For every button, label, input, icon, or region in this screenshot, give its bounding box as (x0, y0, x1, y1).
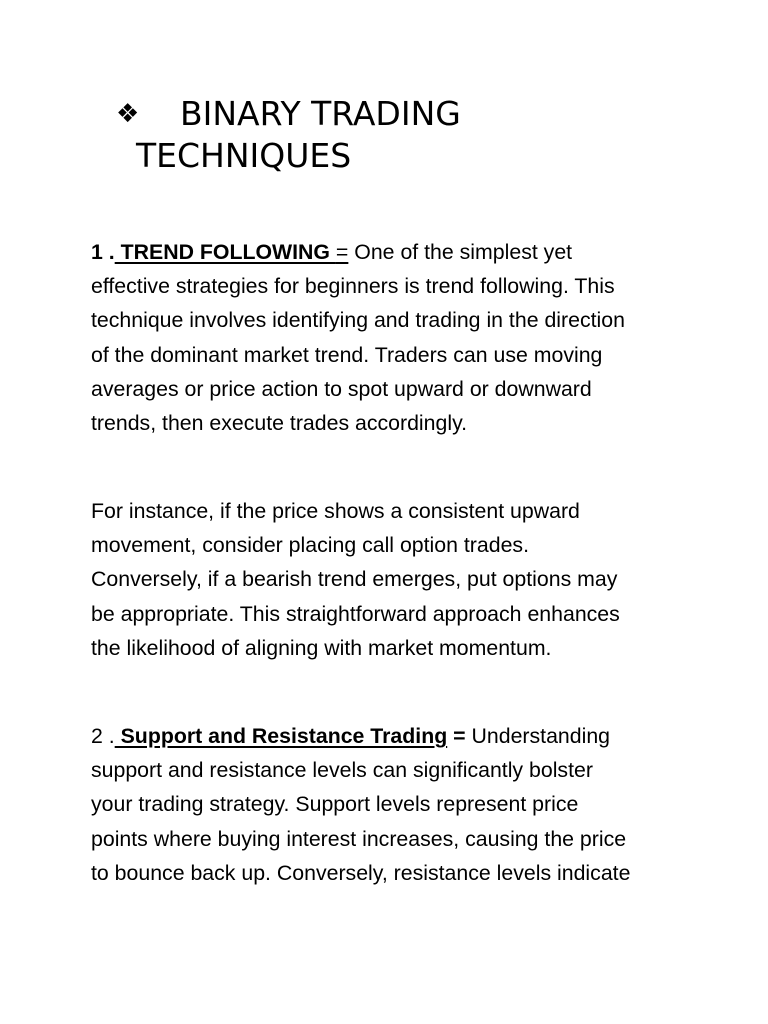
paragraph-line: movement, consider placing call option trades. (91, 533, 530, 558)
paragraph-line: technique involves identifying and trading in the direction (91, 308, 625, 333)
paragraph-line: points where buying interest increases, causing the price (91, 826, 627, 851)
diamond-bullet-icon: ❖ (116, 99, 140, 129)
document-title (116, 93, 676, 177)
section-trend-following (91, 235, 691, 440)
title-line-1 (116, 93, 676, 135)
title-line-2: TECHNIQUES (136, 136, 352, 175)
section-number: 1 . (91, 240, 115, 264)
section-heading: TREND FOLLOWING (114, 240, 336, 264)
paragraph-line: effective strategies for beginners is trend following. This (91, 274, 615, 299)
section-equals: = (447, 724, 466, 748)
paragraph-line: to bounce back up. Conversely, resistance levels indicate (91, 860, 631, 885)
section-support-resistance (91, 719, 691, 890)
paragraph-line: your trading strategy. Support levels represent price (91, 792, 579, 817)
paragraph-line (91, 719, 691, 753)
paragraph-line: of the dominant market trend. Traders can use moving (91, 342, 603, 367)
paragraph-line: averages or price action to spot upward or downward (91, 376, 592, 401)
paragraph-line (91, 235, 691, 269)
title-text-1: BINARY TRADING (180, 94, 461, 133)
paragraph-line: the likelihood of aligning with market momentum. (91, 635, 552, 660)
section-equals: = (335, 240, 349, 264)
paragraph-line: For instance, if the price shows a consistent upward (91, 499, 580, 523)
section-number: 2 . (91, 724, 115, 748)
section-heading: Support and Resistance Trading (114, 724, 448, 748)
paragraph-line: be appropriate. This straightforward approach enhances (91, 601, 620, 626)
paragraph-line: Conversely, if a bearish trend emerges, put options may (91, 567, 618, 592)
paragraph-text: One of the simplest yet (348, 240, 573, 264)
paragraph-text: Understanding (465, 724, 611, 748)
paragraph-line: support and resistance levels can significantly bolster (91, 758, 593, 783)
paragraph-line: trends, then execute trades accordingly. (91, 411, 468, 436)
paragraph-for-instance (91, 494, 691, 665)
